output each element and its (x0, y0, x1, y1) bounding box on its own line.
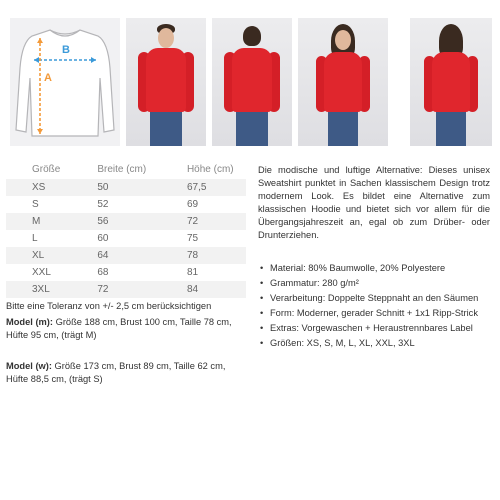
model-male-front-photo (126, 18, 206, 146)
sweater-outline-icon (10, 18, 120, 146)
width-cell: 72 (69, 281, 159, 298)
width-cell: 68 (97, 267, 109, 278)
table-row (6, 213, 246, 230)
tolerance-note: Bitte eine Toleranz von +/- 2,5 cm berücksichtigen (6, 301, 212, 311)
table-row (6, 247, 246, 264)
size-diagram (10, 18, 120, 146)
model-female-measurements: Größe 173 cm, Brust 89 cm, Taille 62 cm, Hüfte 88,5 cm, (trägt S) (6, 361, 226, 384)
size-cell: XS (6, 179, 69, 196)
table-row (6, 179, 246, 196)
feature-list (258, 262, 490, 352)
list-item: • Grammatur: 280 g/m² (258, 277, 490, 290)
size-table (6, 160, 246, 298)
size-cell: S (32, 199, 39, 210)
table-row (6, 196, 246, 213)
column-header-size: Größe (32, 164, 61, 175)
model-female-front-photo (298, 18, 388, 146)
size-cell: M (6, 213, 69, 230)
height-cell: 84 (159, 281, 246, 298)
size-cell: 3XL (6, 281, 69, 298)
column-header-width: Breite (cm) (97, 164, 147, 175)
list-item: • Material: 80% Baumwolle, 20% Polyestere (258, 262, 490, 275)
dimension-a-label: A (44, 72, 52, 84)
width-cell: 50 (69, 179, 159, 196)
table-row (6, 230, 246, 247)
model-female-info (6, 360, 250, 386)
height-cell: 67,5 (159, 179, 246, 196)
width-cell: 56 (69, 213, 159, 230)
height-cell: 78 (159, 247, 246, 264)
size-cell: XL (6, 247, 69, 264)
size-table-header (6, 160, 246, 179)
model-male-back-photo (212, 18, 292, 146)
height-cell: 81 (186, 267, 199, 278)
height-cell: 75 (186, 233, 199, 244)
product-description: Die modische und luftige Alternative: Dieses unisex Sweatshirt punktet in Sachen klassischem Design trotz modernem Look. Es bildet eine Alternative zum klassischen Hoodie und bietet sich vor allem für die Übergangsjahreszeit an, egal ob zum Drüber- oder Drunterziehen. (258, 165, 490, 240)
width-cell: 52 (97, 199, 109, 210)
width-cell: 60 (97, 233, 109, 244)
list-item: • Form: Moderner, gerader Schnitt + 1x1 Ripp-Strick (258, 307, 490, 320)
height-cell: 69 (186, 199, 199, 210)
model-male-measurements: Größe 188 cm, Brust 100 cm, Taille 78 cm, Hüfte 95 cm, (trägt M) (6, 317, 232, 340)
table-row (6, 264, 246, 281)
table-row (6, 281, 246, 298)
product-image-strip (10, 18, 492, 148)
list-item: • Größen: XS, S, M, L, XL, XXL, 3XL (258, 337, 490, 350)
list-item: • Verarbeitung: Doppelte Steppnaht an den Säumen (258, 292, 490, 305)
list-item: • Extras: Vorgewaschen + Heraustrennbares Label (258, 322, 490, 335)
dimension-b-label: B (62, 44, 70, 56)
model-female-label: Model (w): (6, 361, 52, 371)
size-cell: L (32, 233, 38, 244)
size-cell: XXL (32, 267, 51, 278)
model-male-label: Model (m): (6, 317, 53, 327)
model-male-info (6, 316, 250, 342)
height-cell: 72 (159, 213, 246, 230)
width-cell: 64 (69, 247, 159, 264)
column-header-height: Höhe (cm) (186, 164, 234, 175)
model-female-back-photo (410, 18, 492, 146)
